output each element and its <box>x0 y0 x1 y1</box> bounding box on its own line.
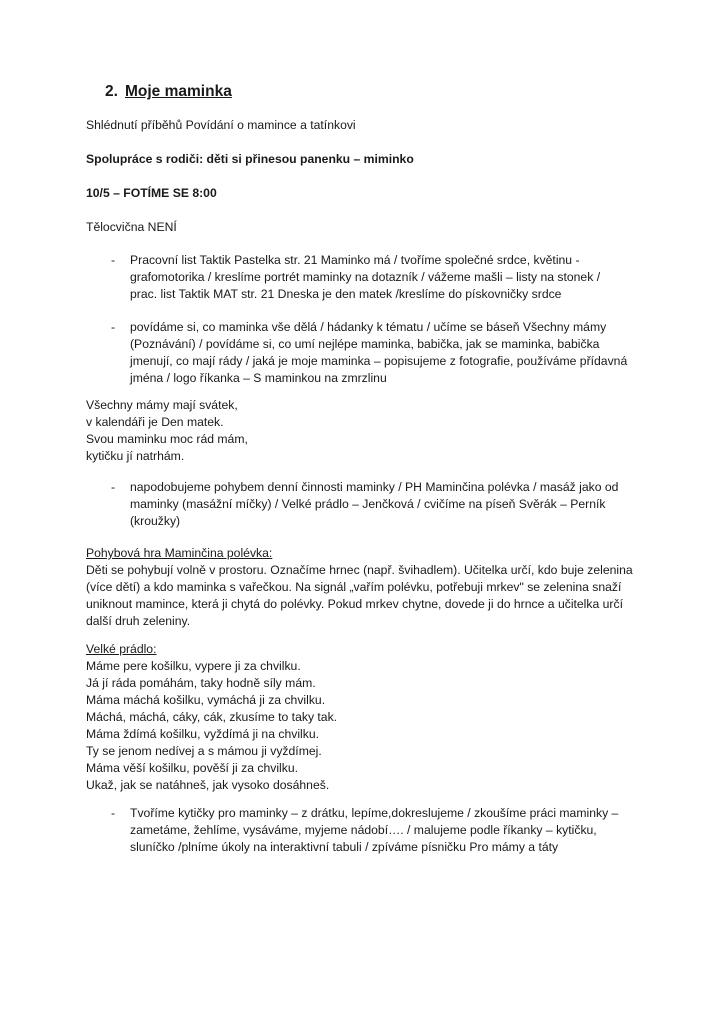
laundry-line: Máchá, máchá, cáky, cák, zkusíme to taky tak. <box>86 710 338 724</box>
bullet-text-line: (kroužky) <box>130 514 181 528</box>
bullet-text-line: prac. list Taktik MAT str. 21 Dneska je den matek /kreslíme do pískovničky srdce <box>130 287 562 301</box>
cooperation-line: Spolupráce s rodiči: děti si přinesou panenku – miminko <box>86 152 414 166</box>
game-section <box>86 545 633 630</box>
bullet-text-line: jména / logo říkanka – S maminkou na zmrzlinu <box>130 371 387 385</box>
bullet-text-line: grafomotorika / kreslíme portrét maminky na dotazník / vážeme mašli – listy na stonek / <box>130 270 601 284</box>
gym-line: Tělocvična NENÍ <box>86 220 177 234</box>
laundry-line: Ukaž, jak se natáhneš, jak vysoko dosáhneš. <box>86 778 330 792</box>
game-line: (více dětí) a kdo maminka s vařečkou. Na signál „vařím polévku, potřebuji mrkev" se zelenina snaží <box>86 580 622 594</box>
bullet-dash: - <box>111 320 116 334</box>
game-line: další druh zeleniny. <box>86 614 191 628</box>
game-line: Děti se pohybují volně v prostoru. Označíme hrnec (např. švihadlem). Učitelka určí, kdo buje zelenina <box>86 563 633 577</box>
bullet-text-line: Pracovní list Taktik Pastelka str. 21 Maminko má / tvoříme společné srdce, květinu - <box>130 253 580 267</box>
section-title: Moje maminka <box>125 83 232 100</box>
laundry-line: Máma ždímá košilku, vyždímá ji na chvilku. <box>86 727 319 741</box>
bullet-dash: - <box>111 480 116 494</box>
bullet-text-line: maminky (masážní míčky) / Velké prádlo – Jenčková / cvičíme na píseň Svěrák – Perník <box>130 497 606 511</box>
laundry-line: Máma věší košilku, pověší ji za chvilku. <box>86 761 299 775</box>
laundry-section <box>86 641 337 794</box>
poem-line: v kalendáři je Den matek. <box>86 415 224 429</box>
game-line: uniknout mamince, která ji chytá do polévky. Pokud mrkev chytne, dovede ji do hrnce a učitelka určí <box>86 597 623 611</box>
laundry-line: Já jí ráda pomáhám, taky hodně síly mám. <box>86 676 316 690</box>
bullet-text-line: Tvoříme kytičky pro maminky – z drátku, lepíme,dokreslujeme / zkoušíme práci maminky – <box>130 806 619 820</box>
laundry-line: Máme pere košilku, vypere ji za chvilku. <box>86 659 301 673</box>
poem-mothers <box>86 397 248 465</box>
laundry-line: Ty se jenom nedívej a s mámou ji vyždímej. <box>86 744 322 758</box>
game-title: Pohybová hra Maminčina polévka: <box>86 546 273 560</box>
section-number: 2. <box>105 83 118 100</box>
laundry-line: Máma máchá košilku, vymáchá ji za chvilku. <box>86 693 326 707</box>
bullet-dash: - <box>111 253 116 267</box>
poem-line: Svou maminku moc rád mám, <box>86 432 248 446</box>
intro-line: Shlédnutí příběhů Povídání o mamince a tatínkovi <box>86 118 356 132</box>
bullet-text-line: napodobujeme pohybem denní činnosti maminky / PH Maminčina polévka / masáž jako od <box>130 480 619 494</box>
bullet-text-line: jmenují, co mají rády / jaká je moje maminka – popisujeme z fotografie, používáme přídavná <box>130 354 628 368</box>
photo-line: 10/5 – FOTÍME SE 8:00 <box>86 186 217 200</box>
bullet-dash: - <box>111 806 116 820</box>
bullet-text-line: povídáme si, co maminka vše dělá / hádanky k tématu / učíme se báseň Všechny mámy <box>130 320 607 334</box>
poem-line: kytičku jí natrhám. <box>86 449 185 463</box>
section-heading <box>105 82 232 102</box>
bullet-text-line: sluníčko /plníme úkoly na interaktivní tabuli / zpíváme písničku Pro mámy a táty <box>130 840 559 854</box>
poem-line: Všechny mámy mají svátek, <box>86 398 238 412</box>
bullet-text-line: zametáme, žehlíme, vysáváme, myjeme nádobí…. / malujeme podle říkanky – kytičku, <box>130 823 597 837</box>
bullet-text-line: (Poznávání) / povídáme si, co umí nejlépe maminka, babička, jak se maminka, babička <box>130 337 600 351</box>
laundry-title: Velké prádlo: <box>86 642 157 656</box>
